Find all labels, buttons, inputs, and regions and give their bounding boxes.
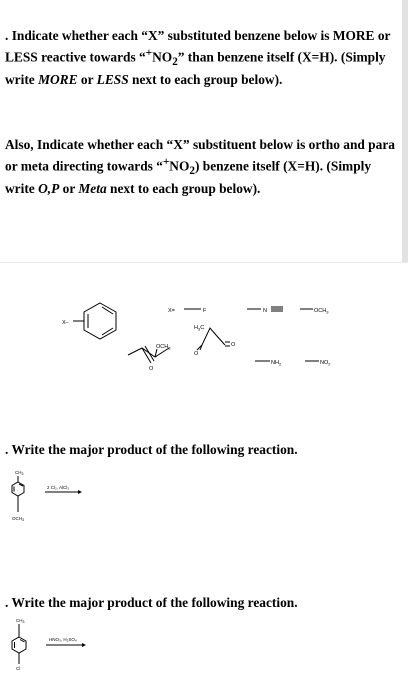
x-label: X– <box>62 320 69 326</box>
q4-text: . Write the major product of the following reaction. <box>5 595 298 610</box>
q1-sub2: 2 <box>172 55 178 68</box>
q3-text: . Write the major product of the following reaction. <box>5 442 298 457</box>
nitrile-n-label: N <box>263 308 267 314</box>
reaction-2-reagent: HNO₃, H₂SO₄ <box>49 637 77 642</box>
q1-text: . Indicate whether each “X” substituted benzene below is MORE or LESS reactive towards “ <box>5 28 391 64</box>
reaction-1-ch3-label: $CH_3$ <box>15 470 24 476</box>
reaction-1-reagent: 2 Cl₂, AlCl₃ <box>47 485 70 490</box>
ester-och3-label: $OCH_3$ <box>156 344 171 351</box>
q2-text: Also, Indicate whether each “X” substituent below is ortho and para or meta directing towards “ <box>5 137 395 173</box>
fluoro-label: F <box>203 308 207 314</box>
reaction-2-ch3-label: $CH_3$ <box>16 618 25 624</box>
q2-text-2: ) benzene itself (X=H). (Simply write <box>5 157 372 197</box>
q1-text-3: next to each group below). <box>128 72 283 88</box>
q2-no: NO <box>169 157 190 173</box>
q2-text-3: next to each group below). <box>106 181 261 197</box>
ester-o-label: O <box>149 366 154 372</box>
x-equals-label: X= <box>168 308 175 314</box>
q1-no: NO <box>152 48 173 64</box>
q1-text-2: ” than benzene itself (X=H). (Simply write <box>5 48 386 88</box>
nitro-label: $NO_2$ <box>320 360 331 367</box>
q2-or: or <box>59 181 79 197</box>
methoxy-label: $OCH_3$ <box>314 308 329 315</box>
q1-less: LESS <box>96 72 129 88</box>
q2-sub2: 2 <box>189 164 195 177</box>
amino-label: $NH_2$ <box>271 360 282 367</box>
q1-plus: + <box>145 46 153 59</box>
q1-or: or <box>77 72 97 88</box>
q2-op: O,P <box>38 181 60 197</box>
ketone-o-label: O <box>194 351 199 357</box>
q2-meta: Meta <box>78 181 107 197</box>
q2-plus: + <box>162 155 170 168</box>
ketone-eq-o-label: O <box>231 342 236 348</box>
reaction-1-och3-label: $OCH_3$ <box>12 516 24 522</box>
q1-more: MORE <box>38 72 78 88</box>
h3c-label: $H_3C$ <box>194 325 205 332</box>
reaction-2-cl-label: Cl <box>16 666 21 671</box>
